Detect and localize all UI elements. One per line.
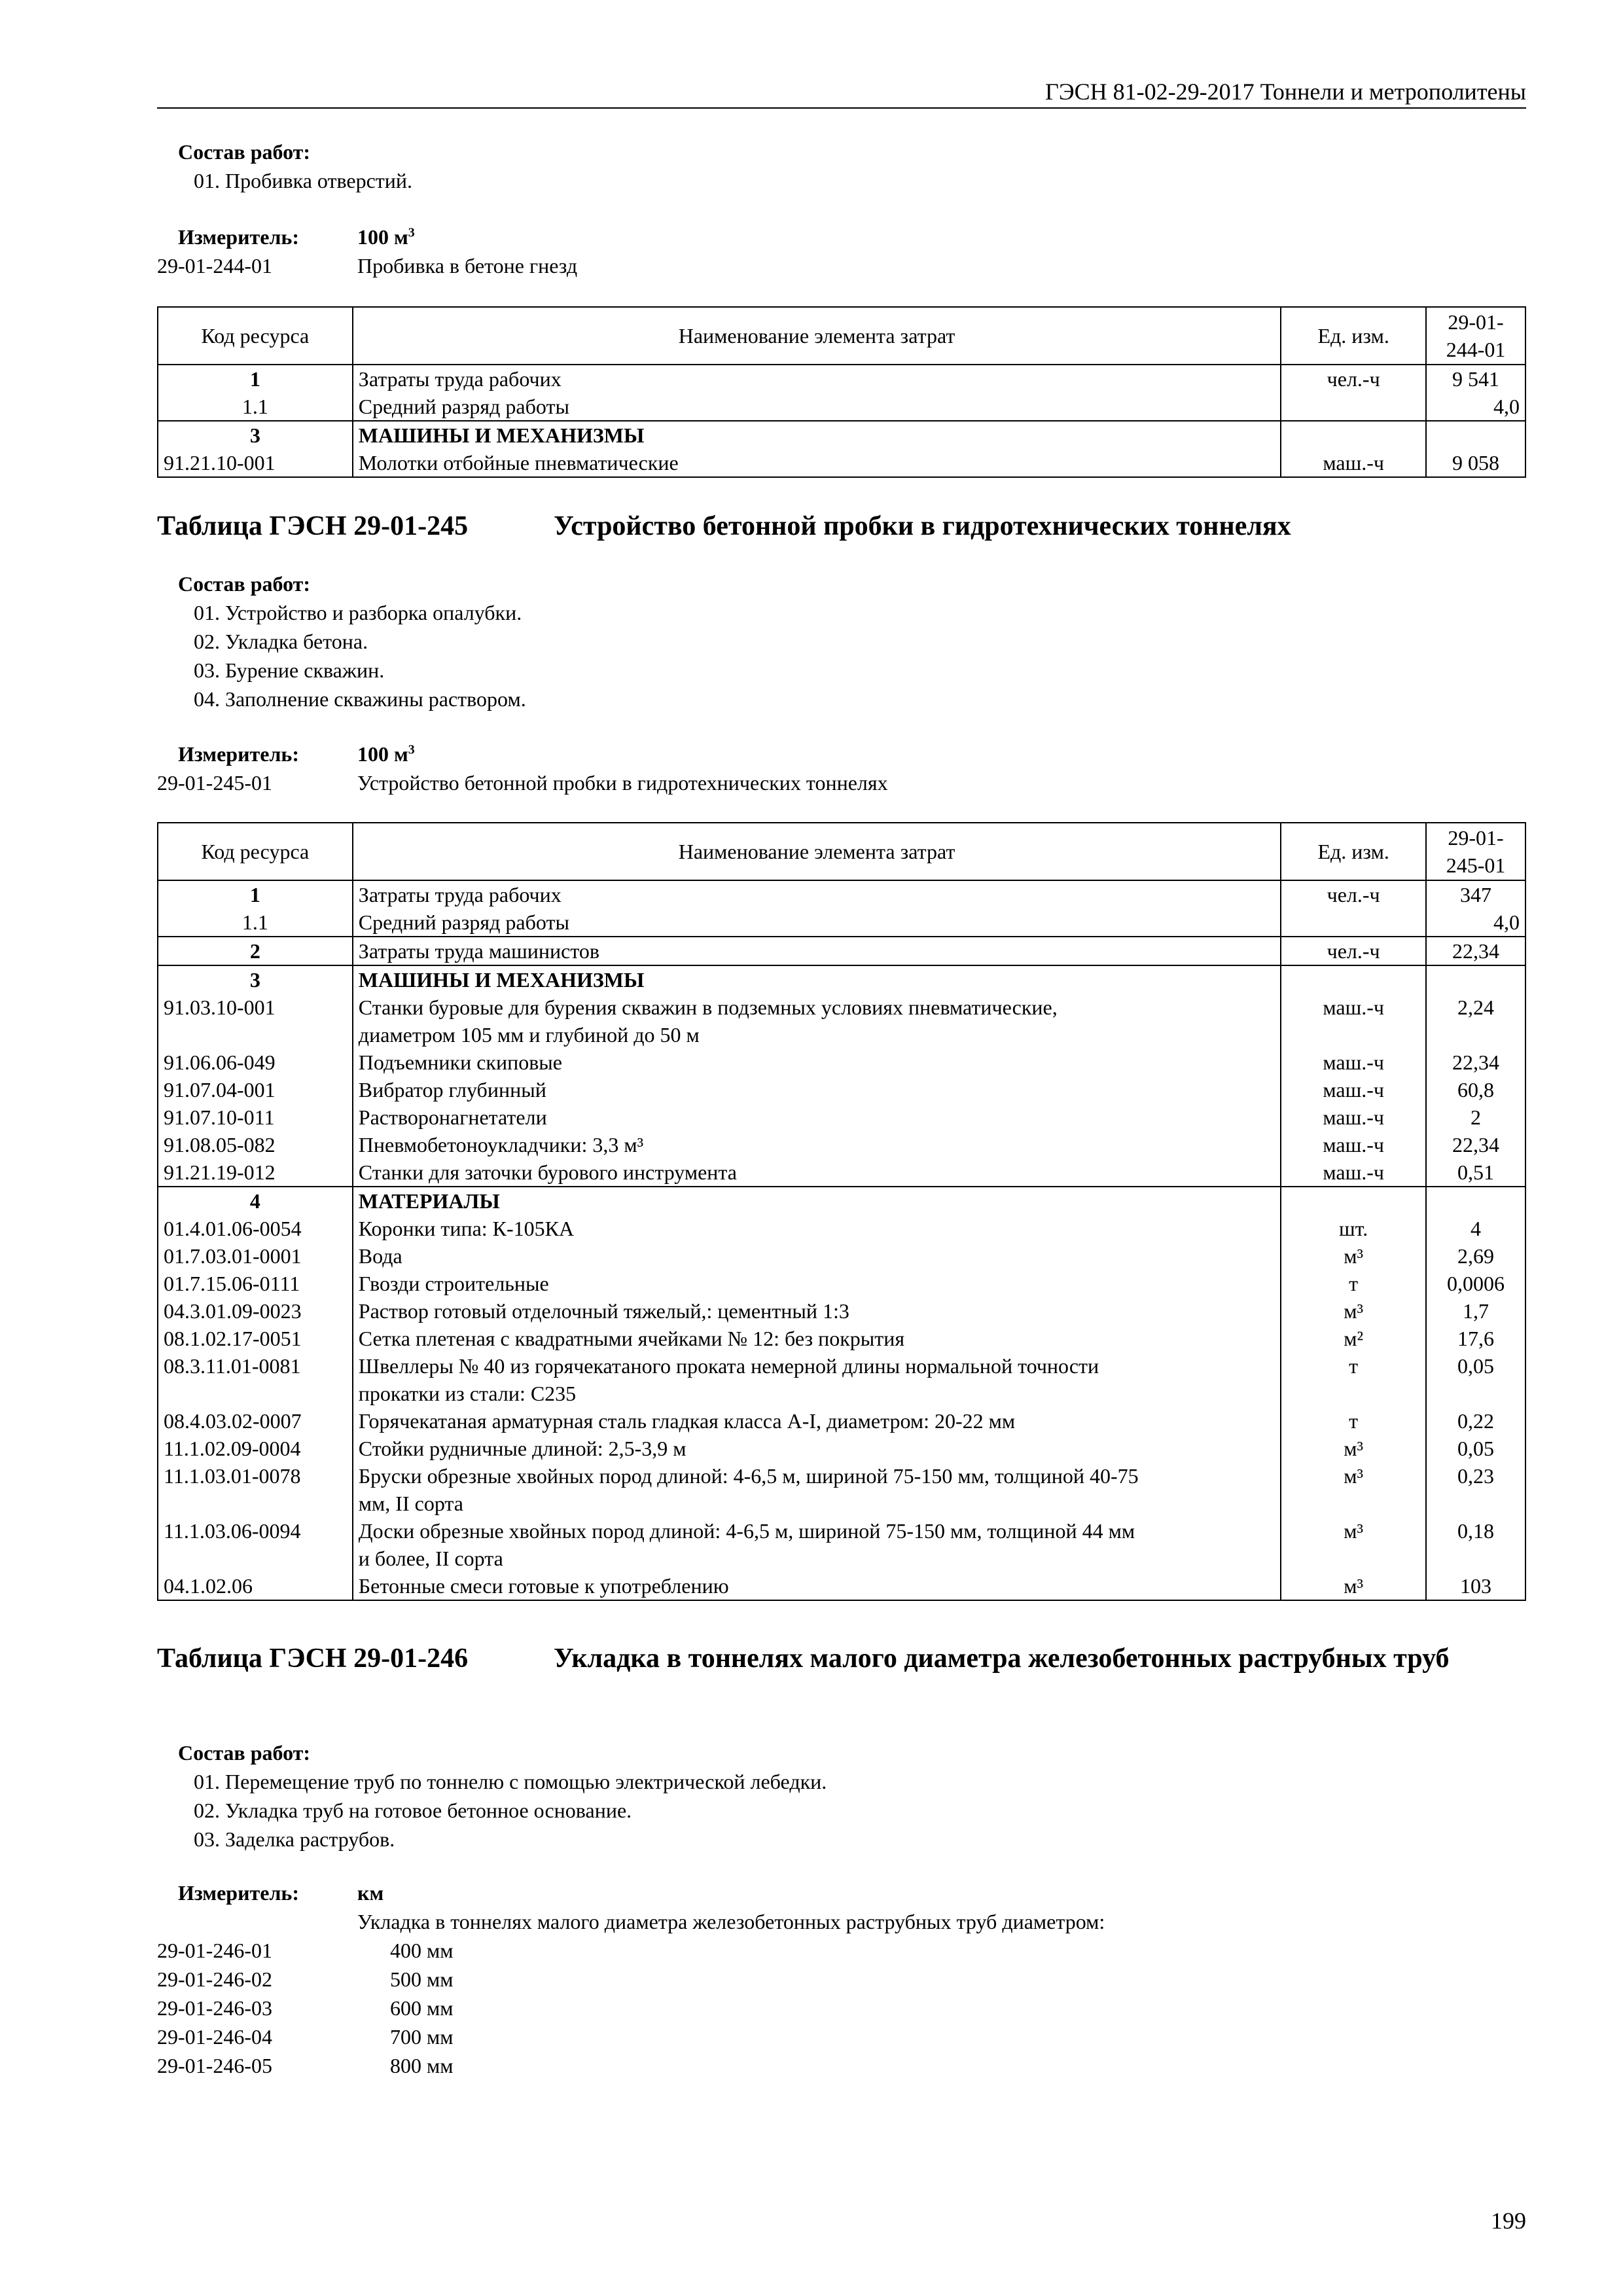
work-composition-label: Состав работ: xyxy=(178,1741,311,1765)
page-number: 199 xyxy=(1491,2208,1526,2234)
meter-244 xyxy=(157,223,1526,280)
work-item: 03. Бурение скважин. xyxy=(194,658,385,682)
meter-value: 100 $м^3$ xyxy=(357,225,415,249)
work-item: 01. Устройство и разборка опалубки. xyxy=(194,601,522,624)
col-unit-header: Ед. изм. xyxy=(1281,307,1426,365)
list-item: 29-01-246-03 600 мм xyxy=(157,1996,454,2020)
meter-246 xyxy=(157,1878,1526,2080)
table-row: 2 Затраты труда машинистов чел.-ч 22,34 xyxy=(158,937,1525,965)
resource-table-244 xyxy=(157,306,1526,478)
table-row: 91.08.05-082 Пневмобетоноукладчики: 3,3 м³ маш.-ч 22,34 xyxy=(158,1131,1525,1158)
item-code: 29-01-244-01 xyxy=(157,254,272,278)
item-code: 29-01-245-01 xyxy=(157,771,272,795)
items-intro: Укладка в тоннелях малого диаметра железобетонных раструбных труб диаметром: xyxy=(357,1910,1105,1933)
col-value-header: 29-01- 244-01 xyxy=(1426,307,1525,365)
table-row: 1.1 Средний разряд работы 4,0 xyxy=(158,908,1525,937)
table-row: 91.21.19-012 Станки для заточки бурового инструмента маш.-ч 0,51 xyxy=(158,1158,1525,1187)
table-row: 91.21.10-001 Молотки отбойные пневматические маш.-ч 9 058 xyxy=(158,449,1525,477)
document-title: ГЭСН 81-02-29-2017 Тоннели и метрополитены xyxy=(1045,79,1526,105)
list-item: 29-01-246-05 800 мм xyxy=(157,2054,454,2077)
table-row: 04.1.02.06 Бетонные смеси готовые к употреблению м³ 103 xyxy=(158,1572,1525,1600)
table-row: и более, II сорта xyxy=(158,1545,1525,1572)
table-row: 3 МАШИНЫ И МЕХАНИЗМЫ xyxy=(158,965,1525,994)
col-code-header: Код ресурса xyxy=(158,823,353,880)
list-item: 29-01-246-02 500 мм xyxy=(157,1967,454,1991)
meter-label: Измеритель: xyxy=(178,225,299,249)
list-item: 29-01-246-04 700 мм xyxy=(157,2025,454,2049)
table-row: 4 МАТЕРИАЛЫ xyxy=(158,1187,1525,1215)
table-title: Укладка в тоннелях малого диаметра железобетонных раструбных труб xyxy=(554,1643,1450,1674)
table-label: Таблица ГЭСН 29-01-246 xyxy=(157,1643,469,1674)
list-item: 29-01-246-01 400 мм xyxy=(157,1939,454,1962)
table-row: 08.4.03.02-0007 Горячекатаная арматурная сталь гладкая класса А-I, диаметром: 20-22 мм т 0,22 xyxy=(158,1407,1525,1435)
col-code-header: Код ресурса xyxy=(158,307,353,365)
table-row: 1.1 Средний разряд работы 4,0 xyxy=(158,393,1525,421)
table-row: 11.1.02.09-0004 Стойки рудничные длиной: 2,5-3,9 м м³ 0,05 xyxy=(158,1435,1525,1462)
item-name: Устройство бетонной пробки в гидротехнических тоннелях xyxy=(357,771,888,795)
table-row: 91.07.10-011 Растворонагнетатели маш.-ч 2 xyxy=(158,1103,1525,1131)
table-row: мм, II сорта xyxy=(158,1490,1525,1517)
work-composition-label: Состав работ: xyxy=(178,572,311,596)
section-title-245 xyxy=(157,508,1526,545)
meter-label: Измеритель: xyxy=(178,742,299,766)
table-row: 11.1.03.01-0078 Бруски обрезные хвойных пород длиной: 4-6,5 м, шириной 75-150 мм, толщиной 40-75 м³ 0,23 xyxy=(158,1462,1525,1490)
col-value-header: 29-01- 245-01 xyxy=(1426,823,1525,880)
meter-value: км xyxy=(357,1881,384,1905)
work-item: 02. Укладка труб на готовое бетонное основание. xyxy=(194,1799,632,1822)
table-label: Таблица ГЭСН 29-01-245 xyxy=(157,511,469,541)
work-composition-245 xyxy=(157,569,1526,713)
col-name-header: Наименование элемента затрат xyxy=(353,307,1281,365)
table-row: 04.3.01.09-0023 Раствор готовый отделочный тяжелый,: цементный 1:3 м³ 1,7 xyxy=(158,1297,1525,1325)
work-composition-label: Состав работ: xyxy=(178,140,311,164)
table-header xyxy=(158,823,1525,880)
table-row: 3 МАШИНЫ И МЕХАНИЗМЫ xyxy=(158,421,1525,449)
table-header xyxy=(158,307,1525,365)
page-header xyxy=(157,76,1526,109)
work-item: 02. Укладка бетона. xyxy=(194,630,368,653)
table-row: 08.3.11.01-0081 Швеллеры № 40 из горячекатаного проката немерной длины нормальной точности т 0,05 xyxy=(158,1352,1525,1380)
work-composition-246 xyxy=(157,1738,1526,1854)
work-composition-244 xyxy=(157,137,1526,195)
table-row: 01.4.01.06-0054 Коронки типа: К-105КА шт. 4 xyxy=(158,1215,1525,1242)
table-row: 08.1.02.17-0051 Сетка плетеная с квадратными ячейками № 12: без покрытия м² 17,6 xyxy=(158,1325,1525,1352)
work-item: 01. Перемещение труб по тоннелю с помощью электрической лебедки. xyxy=(194,1770,827,1793)
table-row: диаметром 105 мм и глубиной до 50 м xyxy=(158,1021,1525,1049)
table-row: 11.1.03.06-0094 Доски обрезные хвойных пород длиной: 4-6,5 м, шириной 75-150 мм, толщиной 44 мм м³ 0,18 xyxy=(158,1517,1525,1545)
meter-245 xyxy=(157,740,1526,797)
work-item: 03. Заделка раструбов. xyxy=(194,1827,395,1851)
table-row: 91.06.06-049 Подъемники скиповые маш.-ч 22,34 xyxy=(158,1049,1525,1076)
table-row: 91.07.04-001 Вибратор глубинный маш.-ч 60,8 xyxy=(158,1076,1525,1103)
meter-value: 100 $м^3$ xyxy=(357,742,415,766)
item-name: Пробивка в бетоне гнезд xyxy=(357,254,578,278)
table-row: прокатки из стали: С235 xyxy=(158,1380,1525,1407)
table-row: 1 Затраты труда рабочих чел.-ч 9 541 xyxy=(158,365,1525,393)
table-row: 01.7.15.06-0111 Гвозди строительные т 0,0006 xyxy=(158,1270,1525,1297)
table-row: 1 Затраты труда рабочих чел.-ч 347 xyxy=(158,880,1525,908)
table-row: 01.7.03.01-0001 Вода м³ 2,69 xyxy=(158,1242,1525,1270)
meter-label: Измеритель: xyxy=(178,1881,299,1905)
work-item: 01. Пробивка отверстий. xyxy=(194,169,413,192)
col-name-header: Наименование элемента затрат xyxy=(353,823,1281,880)
col-unit-header: Ед. изм. xyxy=(1281,823,1426,880)
table-row: 91.03.10-001 Станки буровые для бурения скважин в подземных условиях пневматические, маш.-ч 2,24 xyxy=(158,994,1525,1021)
resource-table-245 xyxy=(157,822,1526,1601)
section-title-246 xyxy=(157,1640,1526,1677)
table-title: Устройство бетонной пробки в гидротехнических тоннелях xyxy=(554,511,1291,541)
work-item: 04. Заполнение скважины раствором. xyxy=(194,687,526,711)
